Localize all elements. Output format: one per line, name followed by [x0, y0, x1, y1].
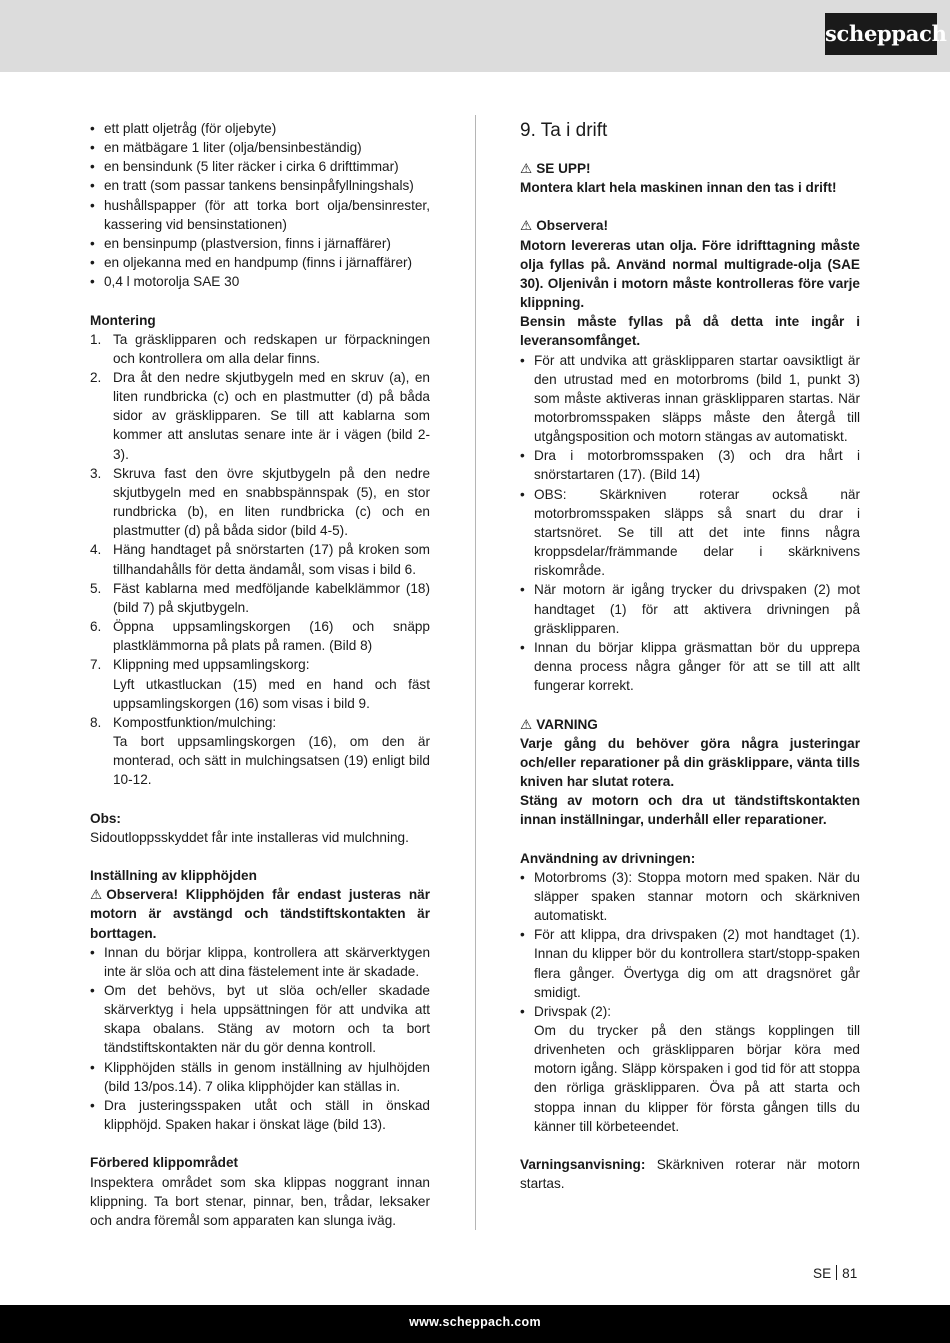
page-separator: [836, 1265, 837, 1280]
hint-text: Skärkniven roterar när motorn startas.: [520, 1157, 860, 1192]
warning-icon: ⚠: [520, 218, 533, 234]
drive-lever-text: Om du trycker på den stängs kopplingen till drivenheten och gräsklipparen börjar köra med motorn igång. Släpp körspaken i god tid för att stoppa den rörliga gräsklipparen. Öva på att starta och stoppa innan du klipper för första gången tills du känner till körbeteendet.: [534, 1022, 860, 1134]
step-number: 3.: [90, 465, 102, 481]
list-item: • OBS: Skärkniven roterar också när motorbromsspaken släpps så snart du drar i startsnöret. Se till att det inte finns några kroppsdelar/främmande delar i skärknivens riskområde.: [520, 485, 860, 581]
list-item: • hushållspapper (för att torka bort olja/bensinrester, kassering vid bensinstationen): [90, 196, 430, 234]
step-number: 4.: [90, 542, 102, 558]
assembly-step: [90, 330, 430, 368]
assembly-step: [90, 368, 430, 464]
warning-icon: ⚠: [520, 716, 533, 732]
assembly-step: [90, 713, 430, 790]
hint-label: Varningsanvisning:: [520, 1157, 646, 1173]
step-number: 2.: [90, 370, 102, 386]
list-item: • När motorn är igång trycker du drivspaken (2) mot handtaget (1) för att aktivera drivningen på gräsklipparen.: [520, 580, 860, 637]
startup-list: [520, 351, 860, 696]
header-bar: [0, 0, 950, 72]
footer-url[interactable]: www.scheppach.com: [409, 1315, 541, 1329]
step-text: Öppna uppsamlingskorgen (16) och snäpp plastklämmorna på plats på ramen. (Bild 8): [113, 619, 430, 654]
list-item: • en tratt (som passar tankens bensinpåfyllningshals): [90, 176, 430, 195]
warning-label-text: VARNING: [536, 716, 598, 732]
step-text: Fäst kablarna med medföljande kabelklämmor (18) (bild 7) på skjutbygeln.: [113, 580, 430, 615]
step-text: Klippning med uppsamlingskorg:: [113, 657, 310, 673]
assembly-step: [90, 464, 430, 541]
list-item: • För att klippa, dra drivspaken (2) mot handtaget (1). Innan du klipper bör du kontrollera start/stopp-spaken flera gånger. Övertyga dig om att dragsnöret går smidigt.: [520, 925, 860, 1002]
list-item: • en bensinpump (plastversion, finns i järnaffärer): [90, 234, 430, 253]
step-text: Häng handtaget på snörstarten (17) på kroken som tillhandahålls för detta ändamål, som visas i bild 6.: [113, 542, 430, 577]
page-num: 81: [842, 1266, 858, 1281]
cutting-height-warning: [90, 885, 430, 942]
footer-bar: [0, 1305, 950, 1343]
page-lang: SE: [813, 1266, 832, 1281]
warning-icon: ⚠: [520, 161, 533, 176]
right-column: [520, 119, 860, 1193]
list-item: • Innan du börjar klippa, kontrollera att skärverktygen inte är slöa och att dina fästelement inte är skadade.: [90, 943, 430, 981]
caution-label: [520, 159, 860, 178]
observe-text-oil: Motorn levereras utan olja. Före idrifttagning måste olja fyllas på. Använd normal multigrade-olja (SAE 30). Oljenivån i motorn måste kontrolleras före varje klippning.: [520, 237, 860, 311]
warning-icon: ⚠: [90, 887, 103, 903]
list-item: • Klipphöjden ställs in genom inställning av hjulhöjden (bild 13/pos.14). 7 olika klipphöjder kan ställas in.: [90, 1058, 430, 1096]
step-subtext: Lyft utkastluckan (15) med en hand och fäst uppsamlingskorgen (16) som visas i bild 9.: [113, 676, 430, 711]
warning-text: Observera! Klipphöjden får endast justeras när motorn är avstängd och tändstiftskontakten är borttagen.: [90, 887, 430, 941]
hint-paragraph: [520, 1155, 860, 1193]
observe-label: [520, 216, 860, 235]
observe-label-text: Observera!: [536, 218, 608, 234]
warning-text-adjust: Varje gång du behöver göra några justeringar och/eller reparationer på din gräsklippare, vänta tills kniven har slutat rotera.: [520, 735, 860, 789]
assembly-step: [90, 655, 430, 712]
assembly-steps: [90, 330, 430, 790]
list-item: • en mätbägare 1 liter (olja/bensinbeständig): [90, 138, 430, 157]
left-column: [90, 119, 430, 1230]
drive-heading: Användning av drivningen:: [520, 850, 696, 866]
warning-label: [520, 715, 860, 734]
prepare-text: Inspektera området som ska klippas noggrant innan klippning. Ta bort stenar, pinnar, ben, trådar, leksaker och andra föremål som apparaten kan slunga iväg.: [90, 1174, 430, 1228]
assembly-step: [90, 617, 430, 655]
note-heading: Obs:: [90, 810, 121, 826]
caution-text: Montera klart hela maskinen innan den tas i drift!: [520, 180, 837, 196]
list-item: • Dra justeringsspaken utåt och ställ in önskad klipphöjd. Spaken hakar i önskat läge (bild 13).: [90, 1096, 430, 1134]
list-item: • Innan du börjar klippa gräsmattan bör du upprepa denna process några gånger för att se till att allt fungerar korrekt.: [520, 638, 860, 695]
step-text: Dra åt den nedre skjutbygeln med en skruv (a), en liten rundbricka (c) och en plastmutter (d) på båda sidor av gräsklipparen. Se till att kablarna som kommer att anslutas senare inte är i vägen (bild 2-3).: [113, 370, 430, 462]
observe-text-fuel: Bensin måste fyllas på då detta inte ingår i leveransomfånget.: [520, 314, 860, 349]
drive-list: [520, 868, 860, 1136]
step-text: Kompostfunktion/mulching:: [113, 714, 277, 730]
list-item: • För att undvika att gräsklipparen startar oavsiktligt är den utrustad med en motorbroms (bild 1, punkt 3) som måste aktiveras innan gräsklipparen startas. När motorbromsspaken släpps måste den återgå till utgångsposition och motorn stängas av automatiskt.: [520, 351, 860, 447]
list-item: • ett platt oljetråg (för oljebyte): [90, 119, 430, 138]
prepare-heading: Förbered klippområdet: [90, 1155, 239, 1171]
step-number: 5.: [90, 580, 102, 596]
note-text: Sidoutloppsskyddet får inte installeras vid mulchning.: [90, 829, 409, 845]
assembly-heading: Montering: [90, 312, 156, 328]
step-text: Skruva fast den övre skjutbygeln på den nedre skjutbygeln med en snabbspännspak (5), en stor rundbricka (b), en liten rundbricka (c) och en plastmutter (d) på båda sidor (bild 4-5).: [113, 465, 430, 539]
warning-text-stop: Stäng av motorn och dra ut tändstiftskontakten innan inställningar, underhåll eller reparationer.: [520, 793, 860, 828]
list-item: • en bensindunk (5 liter räcker i cirka 6 drifttimmar): [90, 157, 430, 176]
scheppach-logo: scheppach: [825, 13, 937, 55]
step-number: 1.: [90, 331, 102, 347]
list-item: • en oljekanna med en handpump (finns i järnaffärer): [90, 253, 430, 272]
list-item: • Motorbroms (3): Stoppa motorn med spaken. När du släpper spaken stannar motorn och skärkniven automatiskt.: [520, 868, 860, 925]
cutting-height-heading: Inställning av klipphöjden: [90, 868, 257, 884]
step-text: Ta gräsklipparen och redskapen ur förpackningen och kontrollera om alla delar finns.: [113, 331, 430, 366]
section-title: 9. Ta i drift: [520, 120, 608, 141]
page-number: [813, 1264, 857, 1283]
list-item: • 0,4 l motorolja SAE 30: [90, 272, 430, 291]
list-item: [520, 1002, 860, 1136]
assembly-step: [90, 540, 430, 578]
cutting-height-list: [90, 943, 430, 1135]
list-item: • Dra i motorbromsspaken (3) och dra hårt i snörstartaren (17). (Bild 14): [520, 446, 860, 484]
drive-lever-label: Drivspak (2):: [534, 1003, 612, 1019]
list-item: • Om det behövs, byt ut slöa och/eller skadade skärverktyg i hela uppsättningen för att undvika att skapa obalans. Stäng av motorn och ta bort tändstiftskontakten när du gör denna kontroll.: [90, 981, 430, 1058]
tools-list: [90, 119, 430, 291]
caution-label-text: SE UPP!: [536, 161, 591, 176]
step-number: 7.: [90, 657, 102, 673]
step-number: 6.: [90, 619, 102, 635]
step-subtext: Ta bort uppsamlingskorgen (16), om den är monterad, och sätt in mulchingsatsen (19) enligt bild 10-12.: [113, 733, 430, 788]
column-divider: [475, 115, 476, 1230]
step-number: 8.: [90, 714, 102, 730]
assembly-step: [90, 579, 430, 617]
